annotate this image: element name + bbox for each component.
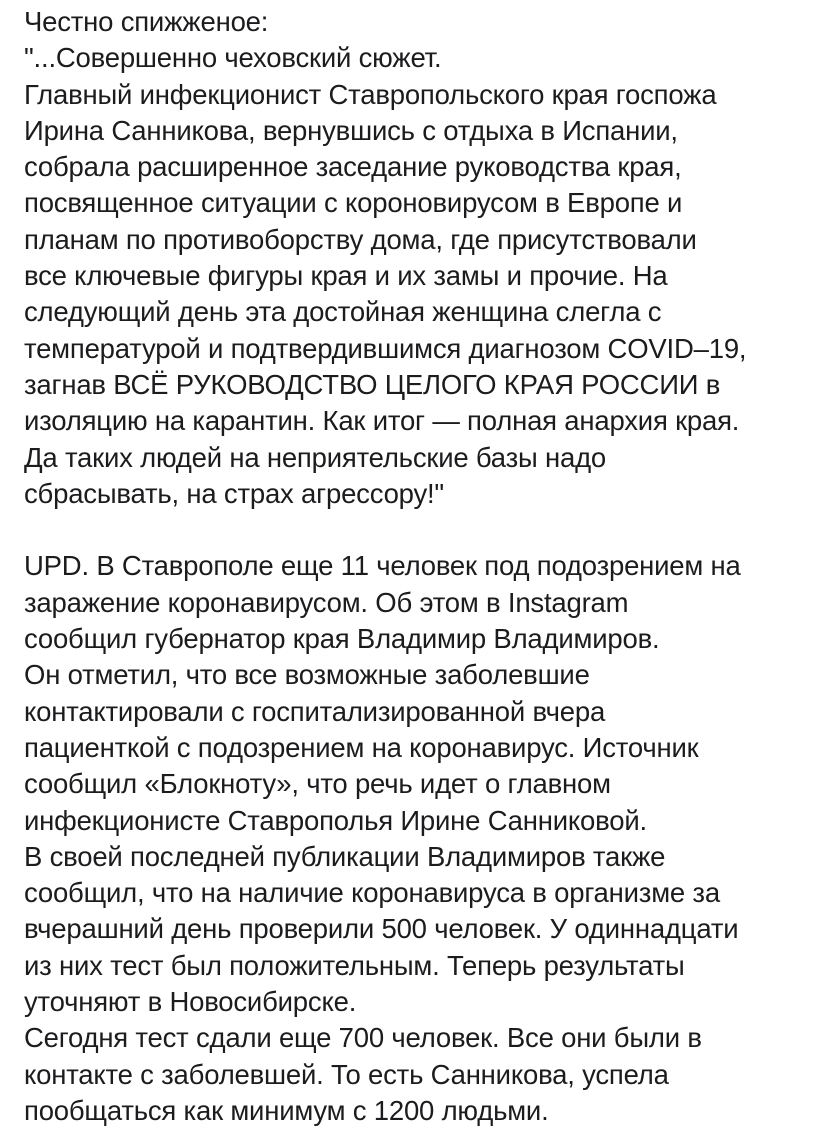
text-line: температурой и подтвердившимся диагнозом COVID–19, — [24, 332, 747, 364]
post-paragraph-2 — [24, 548, 824, 1129]
text-line: В своей последней публикации Владимиров также — [24, 840, 666, 872]
text-line: Честно спижженое: — [24, 6, 269, 37]
text-line: собрала расширенное заседание руководства края, — [24, 151, 682, 183]
text-line: UPD. В Ставрополе еще 11 человек под подозрением на — [24, 550, 741, 582]
text-line: сбрасывать, на страх агрессору!" — [24, 477, 444, 509]
text-line: уточняют в Новосибирске. — [24, 986, 357, 1018]
text-line: Главный инфекционист Ставропольского края госпожа — [24, 78, 717, 110]
text-line: пообщаться как минимум с 1200 людьми. — [24, 1094, 549, 1126]
text-line: инфекционисте Ставрополья Ирине Санниковой. — [24, 804, 647, 836]
paragraph-gap — [24, 512, 824, 548]
text-line: сообщил «Блокноту», что речь идет о главном — [24, 768, 611, 800]
text-line: заражение коронавирусом. Об этом в Instagram — [24, 586, 629, 618]
post-body — [24, 4, 824, 1129]
text-line: "...Совершенно чеховский сюжет. — [24, 42, 442, 74]
text-line: пациенткой с подозрением на коронавирус. Источник — [24, 731, 699, 763]
text-line: сообщил губернатор края Владимир Владимиров. — [24, 623, 660, 655]
text-line: сообщил, что на наличие коронавируса в организме за — [24, 877, 720, 909]
text-line: Он отметил, что все возможные заболевшие — [24, 659, 590, 691]
text-line: Сегодня тест сдали еще 700 человек. Все они были в — [24, 1022, 702, 1054]
text-line: Ирина Санникова, вернувшись с отдыха в Испании, — [24, 114, 678, 146]
text-line: вчерашний день проверили 500 человек. У одиннадцати — [24, 913, 739, 945]
text-line: Да таких людей на неприятельские базы надо — [24, 441, 607, 473]
text-line: из них тест был положительным. Теперь результаты — [24, 949, 685, 981]
text-line: изоляцию на карантин. Как итог — полная анархия края. — [24, 405, 740, 437]
text-line: все ключевые фигуры края и их замы и прочие. На — [24, 260, 668, 292]
text-line: следующий день эта достойная женщина слегла с — [24, 296, 662, 328]
post-paragraph-1 — [24, 4, 824, 512]
text-line: посвященное ситуации с короновирусом в Европе и — [24, 187, 683, 219]
text-line: загнав ВСЁ РУКОВОДСТВО ЦЕЛОГО КРАЯ РОССИИ в — [24, 368, 721, 400]
text-line: контакте с заболевшей. То есть Санникова, успела — [24, 1058, 669, 1090]
text-line: контактировали с госпитализированной вчера — [24, 695, 606, 727]
text-line: планам по противоборству дома, где присутствовали — [24, 223, 697, 255]
